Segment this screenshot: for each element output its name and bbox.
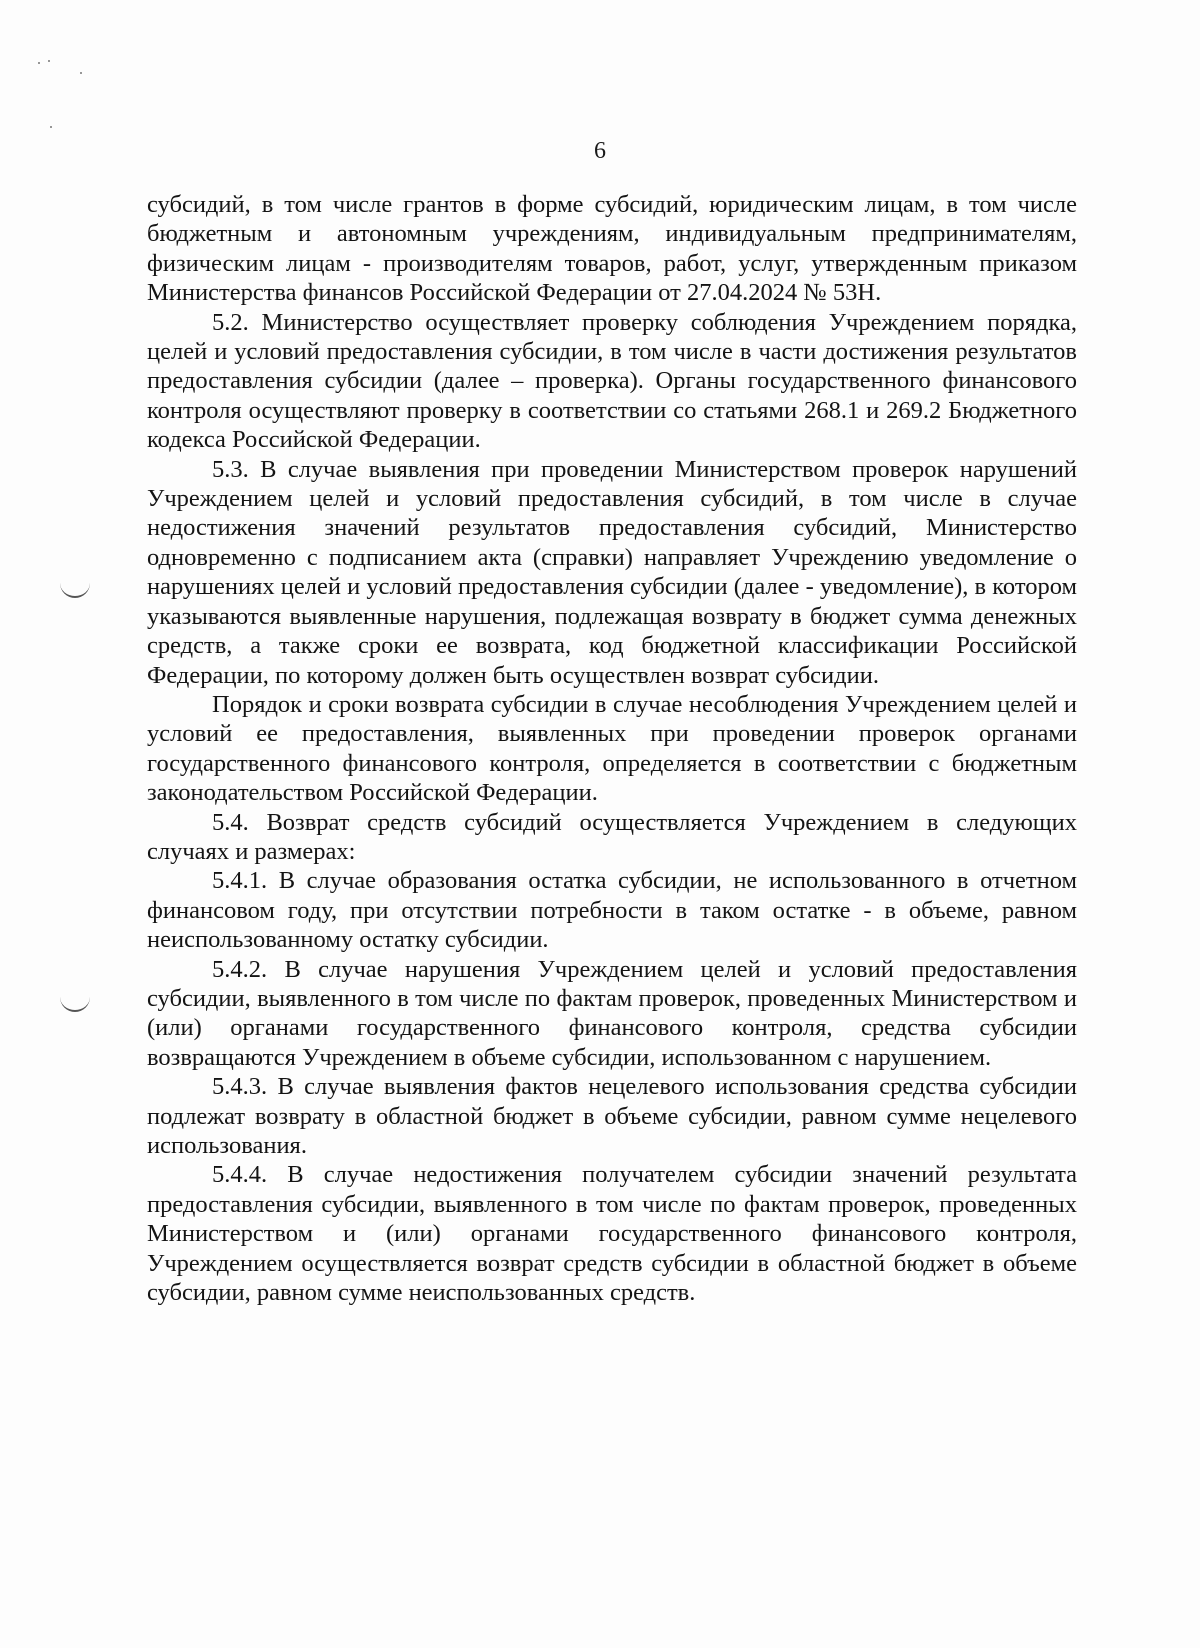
scan-speck: [80, 72, 82, 74]
scan-speck: [50, 126, 52, 128]
page-number: 6: [594, 138, 606, 164]
hole-punch-mark: [60, 582, 90, 598]
paragraph-5-4-4: 5.4.4. В случае недостижения получателем субсидии значений результата предоставления субсидии, выявленного в том числе по фактам проверок, проведенных Министерством и (или) органами государственного финансового контроля, Учреждением осуществляется возврат средств субсидии в областной бюджет в объеме субсидии, равном сумме неиспользованных средств.: [147, 1161, 1077, 1307]
paragraph-return-procedure: Порядок и сроки возврата субсидии в случае несоблюдения Учреждением целей и условий ее предоставления, выявленных при проведении проверок органами государственного финансового контроля, определяется в соответствии с бюджетным законодательством Российской Федерации.: [147, 690, 1077, 807]
scan-speck: [48, 60, 50, 62]
document-body: [147, 190, 1077, 1307]
paragraph-continuation: субсидий, в том числе грантов в форме субсидий, юридическим лицам, в том числе бюджетным и автономным учреждениям, индивидуальным предпринимателям, физическим лицам - производителям товаров, работ, услуг, утвержденным приказом Министерства финансов Российской Федерации от 27.04.2024 № 53Н.: [147, 191, 1077, 307]
paragraph-5-4: 5.4. Возврат средств субсидий осуществляется Учреждением в следующих случаях и размерах:: [147, 808, 1077, 865]
paragraph-5-3: 5.3. В случае выявления при проведении Министерством проверок нарушений Учреждением целей и условий предоставления субсидий, в том числе в случае недостижения значений результатов предоставления субсидий, Министерство одновременно с подписанием акта (справки) направляет Учреждению уведомление о нарушениях целей и условий предоставления субсидии (далее - уведомление), в котором указываются выявленные нарушения, подлежащая возврату в бюджет сумма денежных средств, а также сроки ее возврата, код бюджетной классификации Российской Федерации, по которому должен быть осуществлен возврат субсидии.: [147, 455, 1077, 689]
scan-speck: [38, 62, 40, 64]
paragraph-5-4-1: 5.4.1. В случае образования остатка субсидии, не использованного в отчетном финансовом году, при отсутствии потребности в таком остатке - в объеме, равном неиспользованному остатку субсидии.: [147, 867, 1077, 954]
paragraph-5-4-3: 5.4.3. В случае выявления фактов нецелевого использования средства субсидии подлежат возврату в областной бюджет в объеме субсидии, равном сумме нецелевого использования.: [147, 1073, 1077, 1159]
paragraph-5-2: 5.2. Министерство осуществляет проверку соблюдения Учреждением порядка, целей и условий предоставления субсидии, в том числе в части достижения результатов предоставления субсидии (далее – проверка). Органы государственного финансового контроля осуществляют проверку в соответствии со статьями 268.1 и 269.2 Бюджетного кодекса Российской Федерации.: [147, 308, 1077, 454]
paragraph-5-4-2: 5.4.2. В случае нарушения Учреждением целей и условий предоставления субсидии, выявленного в том числе по фактам проверок, проведенных Министерством и (или) органами государственного финансового контроля, средства субсидии возвращаются Учреждением в объеме субсидии, использованном с нарушением.: [147, 955, 1077, 1071]
hole-punch-mark: [60, 996, 90, 1012]
